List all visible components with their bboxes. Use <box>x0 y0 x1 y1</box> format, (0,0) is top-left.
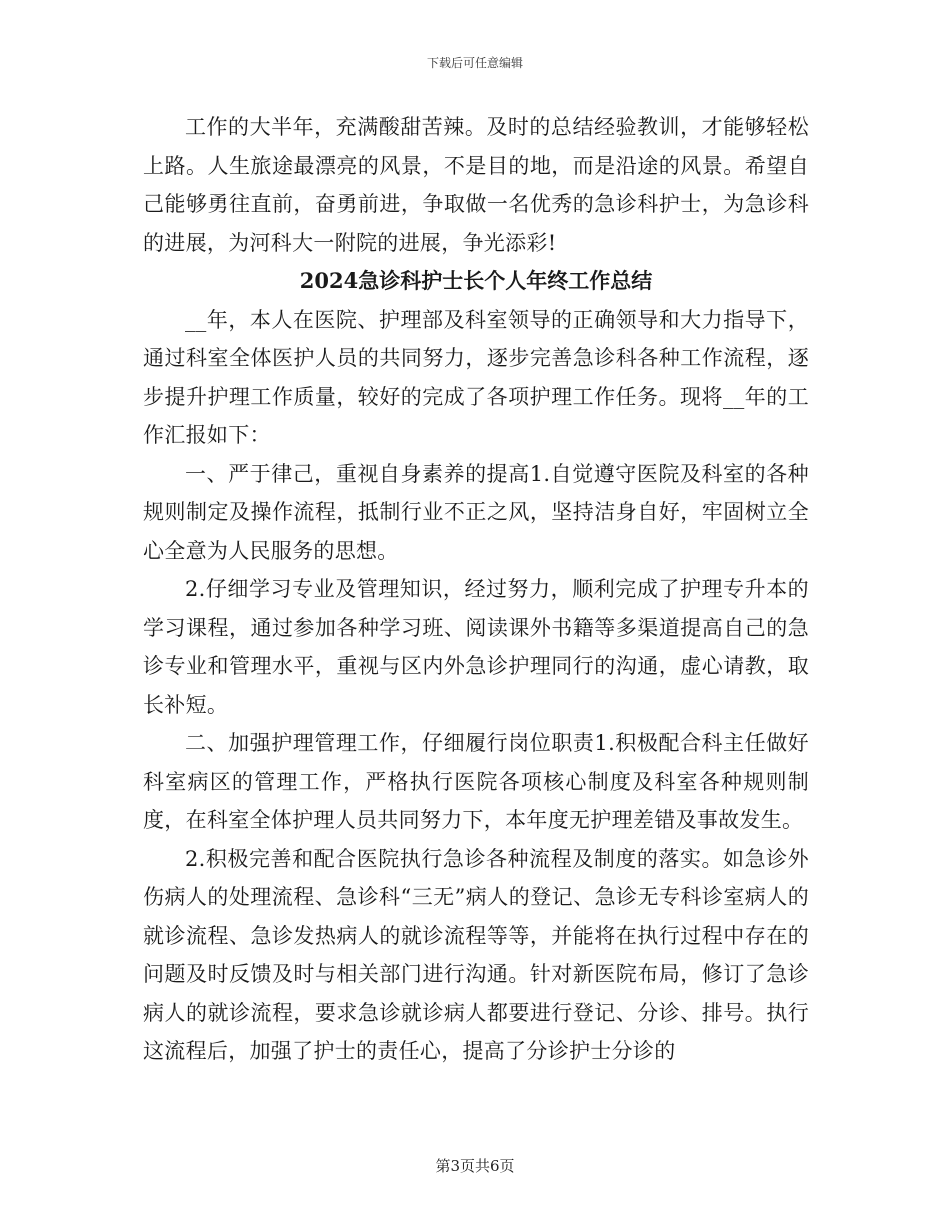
page-number: 第3页共6页 <box>435 1157 515 1175</box>
document-title: 2024急诊科护士长个人年终工作总结 <box>299 268 653 293</box>
page-header-note: 下载后可任意编辑 <box>426 56 523 70</box>
paragraph-5: 2.积极完善和配合医院执行急诊各种流程及制度的落实。如急诊外伤病人的处理流程、急诊科“三无”病人的登记、急诊无专科诊室病人的就诊流程、急诊发热病人的就诊流程等等，并能将在执行过程中存在的问题及时反馈及时与相关部门进行沟通。针对新医院布局，修订了急诊病人的就诊流程，要求急诊就诊病人都要进行登记、分诊、排号。执行这流程后，加强了护士的责任心，提高了分诊护士分诊的 <box>143 846 809 1063</box>
paragraph-4: 二、加强护理管理工作，仔细履行岗位职责1.积极配合科主任做好科室病区的管理工作，严格执行医院各项核心制度及科室各种规则制度，在科室全体护理人员共同努力下，本年度无护理差错及事故发生。 <box>143 731 809 832</box>
paragraph-1: __年，本人在医院、护理部及科室领导的正确领导和大力指导下，通过科室全体医护人员的共同努力，逐步完善急诊科各种工作流程，逐步提升护理工作质量，较好的完成了各项护理工作任务。现将__年的工作汇报如下： <box>143 307 809 447</box>
document-body <box>143 108 809 1071</box>
intro-paragraph: 工作的大半年，充满酸甜苦辣。及时的总结经验教训，才能够轻松上路。人生旅途最漂亮的风景，不是目的地，而是沿途的风景。希望自己能够勇往直前，奋勇前进，争取做一名优秀的急诊科护士，为急诊科的进展，为河科大一附院的进展，争光添彩! <box>143 115 809 255</box>
paragraph-2: 一、严于律己，重视自身素养的提高1.自觉遵守医院及科室的各种规则制定及操作流程，抵制行业不正之风，坚持洁身自好，牢固树立全心全意为人民服务的思想。 <box>143 461 809 563</box>
paragraph-3: 2.仔细学习专业及管理知识，经过努力，顺利完成了护理专升本的学习课程，通过参加各种学习班、阅读课外书籍等多渠道提高自己的急诊专业和管理水平，重视与区内外急诊护理同行的沟通，虚心请教，取长补短。 <box>143 577 809 717</box>
